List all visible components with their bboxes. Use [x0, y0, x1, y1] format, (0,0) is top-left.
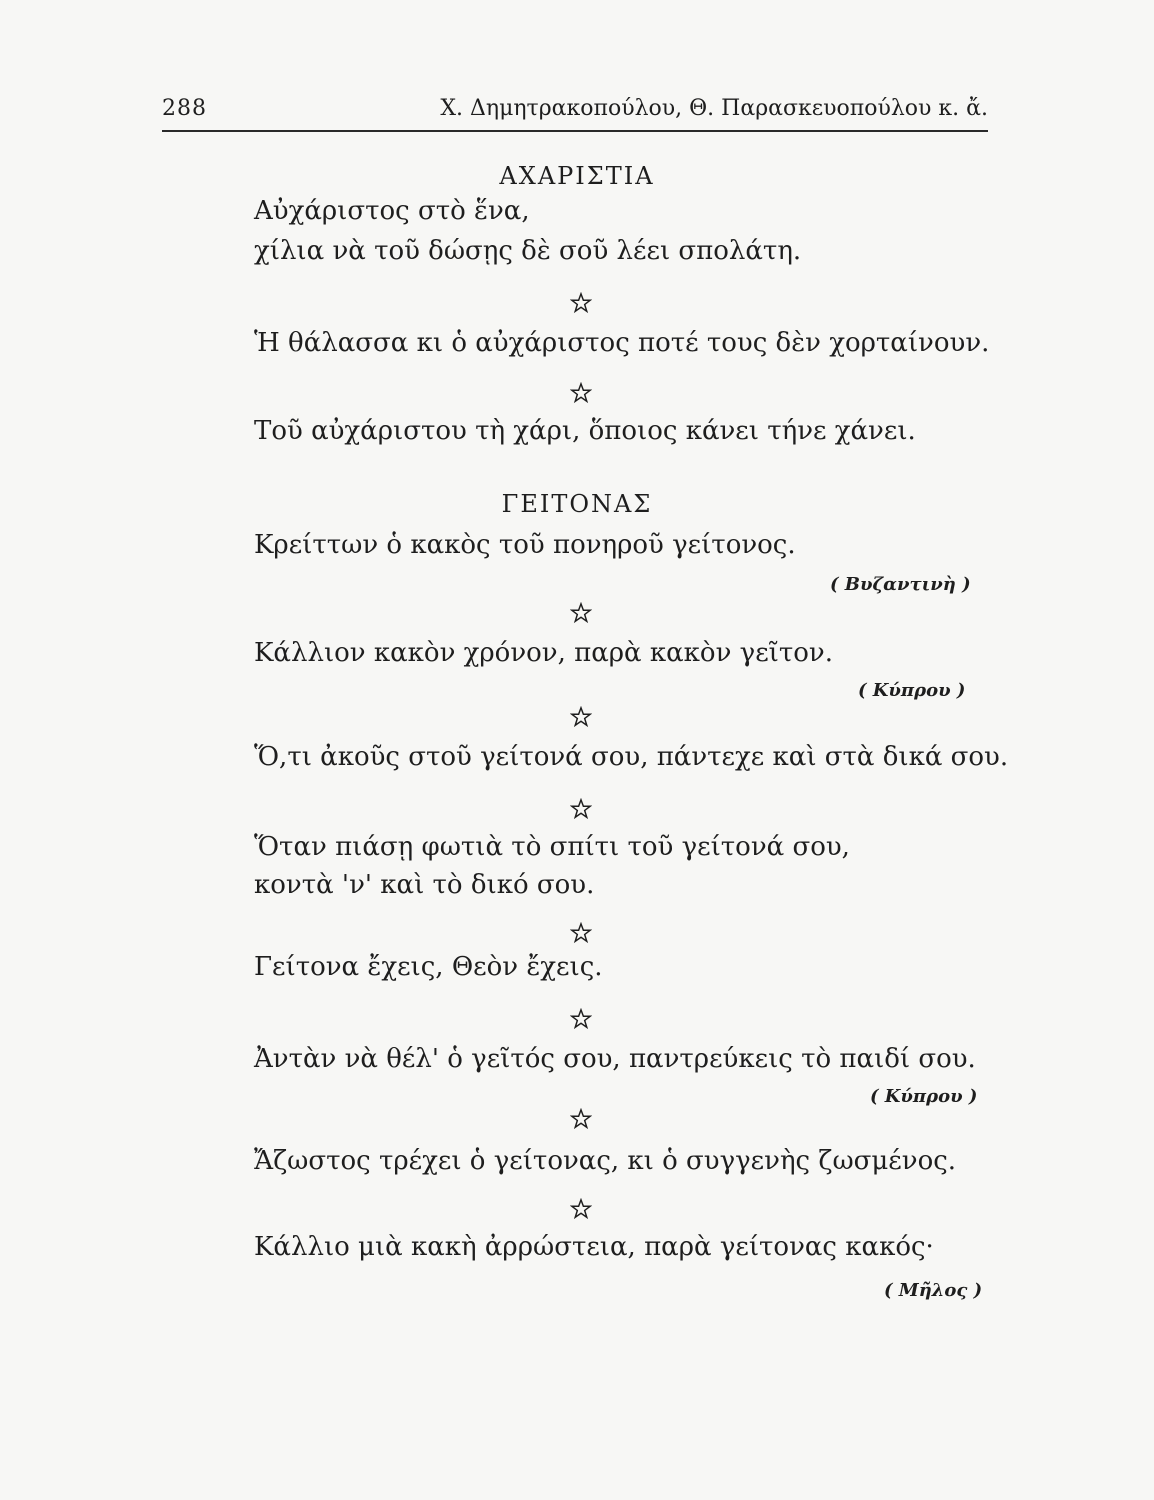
star-icon [570, 798, 592, 820]
star-icon [570, 1008, 592, 1030]
proverb-line: Τοῦ αὐχάριστου τὴ χάρι, ὅποιος κάνει τήνε χάνει. [254, 416, 916, 446]
section-heading-geitonas: ΓΕΙΤΟΝΑΣ [501, 490, 653, 518]
proverb-line: Ὅ,τι ἀκοῦς στοῦ γείτονά σου, πάντεχε καὶ στὰ δικά σου. [254, 742, 1009, 772]
page-number: 288 [162, 96, 207, 121]
proverb-line: Κάλλιο μιὰ κακὴ ἀρρώστεια, παρὰ γείτονας κακός· [254, 1232, 934, 1262]
star-icon [570, 292, 592, 314]
star-icon [570, 382, 592, 404]
proverb-line: χίλια νὰ τοῦ δώσῃς δὲ σοῦ λέει σπολάτη. [254, 236, 802, 266]
proverb-line: Κρείττων ὁ κακὸς τοῦ πονηροῦ γείτονος. [254, 530, 796, 560]
proverb-line: Ἄζωστος τρέχει ὁ γείτονας, κι ὁ συγγενὴς ζωσμένος. [254, 1146, 957, 1176]
proverb-line: Κάλλιον κακὸν χρόνον, παρὰ κακὸν γεῖτον. [254, 638, 833, 668]
running-title: Χ. Δημητρακοπούλου, Θ. Παρασκευοπούλου κ. ἄ. [440, 96, 988, 121]
proverb-line: κοντὰ 'ν' καὶ τὸ δικό σου. [254, 870, 595, 900]
running-header [162, 96, 988, 132]
proverb-line: Αὐχάριστος στὸ ἕνα, [254, 196, 530, 226]
source-attribution: ( Κύπρου ) [858, 680, 966, 701]
star-icon [570, 706, 592, 728]
proverb-line: Ὅταν πιάσῃ φωτιὰ τὸ σπίτι τοῦ γείτονά σου, [254, 832, 850, 862]
star-icon [570, 602, 592, 624]
proverb-line: Ἀντὰν νὰ θέλ' ὁ γεῖτός σου, παντρεύκεις τὸ παιδί σου. [254, 1044, 976, 1074]
section-heading-acharistia: ΑΧΑΡΙΣΤΙΑ [499, 162, 655, 190]
source-attribution: ( Κύπρου ) [870, 1086, 978, 1107]
star-icon [570, 1198, 592, 1220]
source-attribution: ( Μῆλος ) [884, 1280, 983, 1301]
proverb-line: Ἡ θάλασσα κι ὁ αὐχάριστος ποτέ τους δὲν χορταίνουν. [254, 328, 990, 358]
star-icon [570, 1108, 592, 1130]
proverb-line: Γείτονα ἔχεις, Θεὸν ἔχεις. [254, 952, 603, 982]
source-attribution: ( Βυζαντινὴ ) [830, 574, 971, 595]
star-icon [570, 922, 592, 944]
